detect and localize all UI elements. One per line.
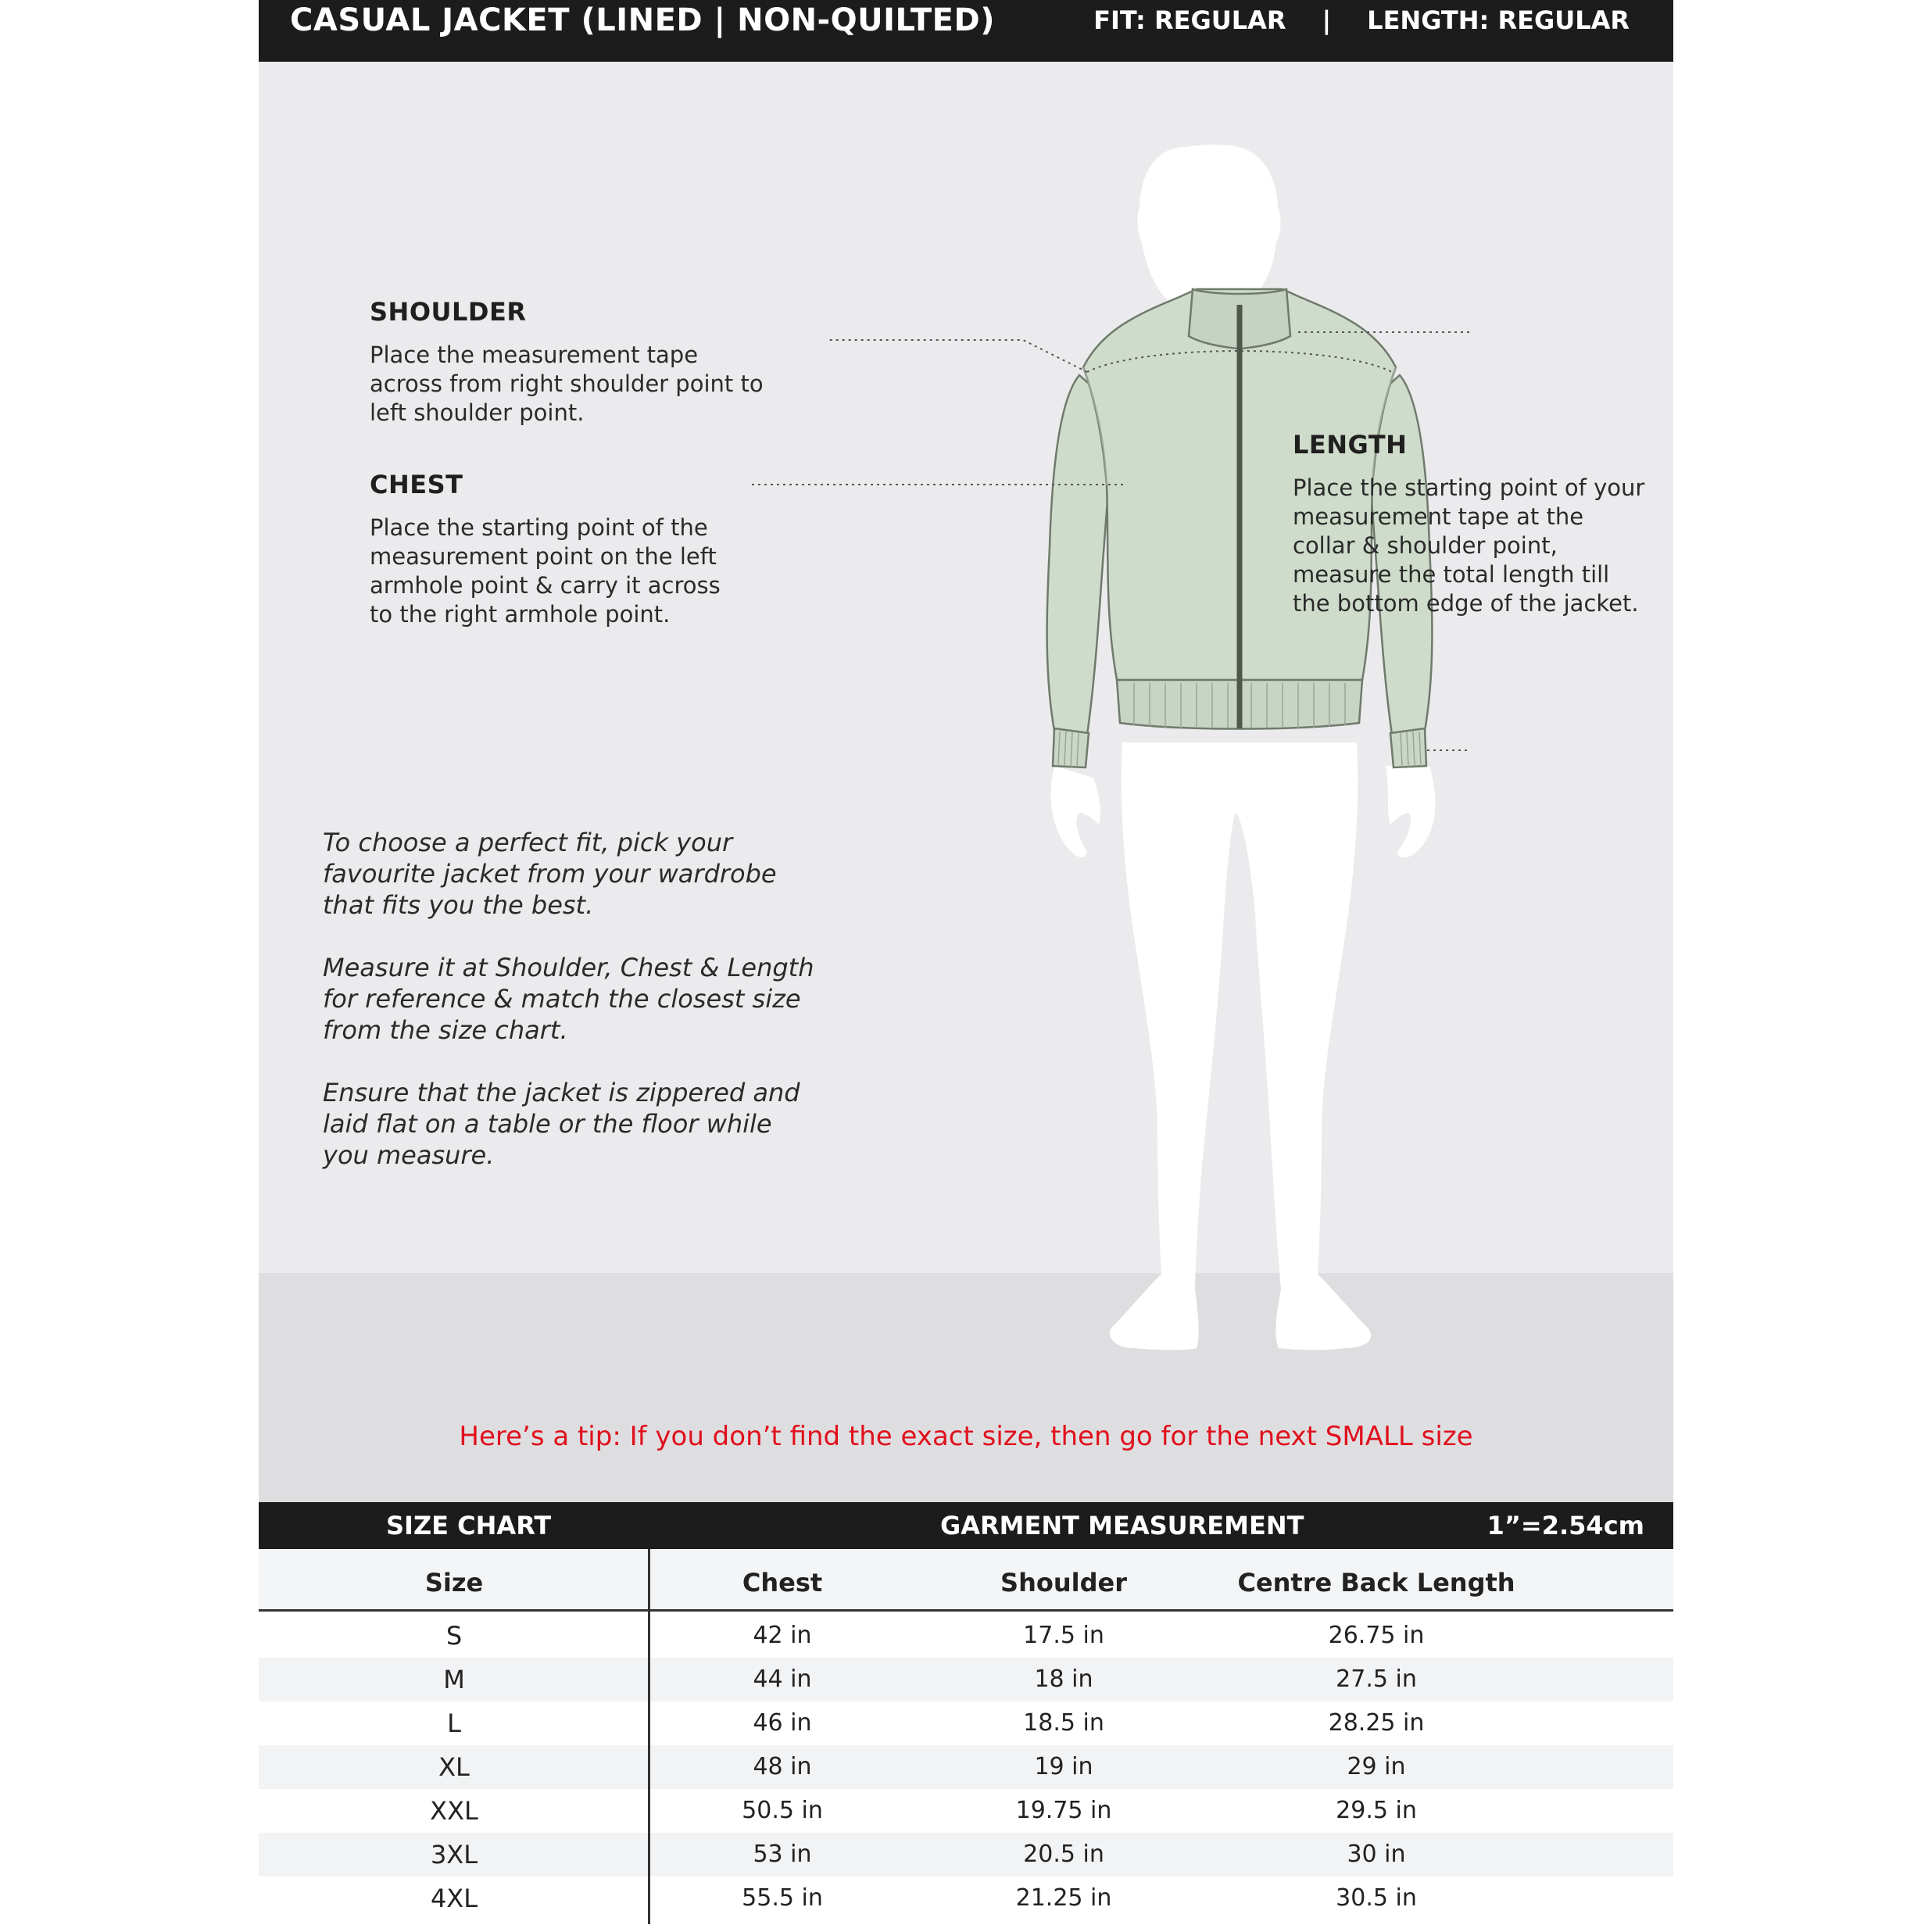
column-header: Chest bbox=[742, 1568, 823, 1597]
measurement-cell: 17.5 in bbox=[1023, 1622, 1104, 1649]
table-row bbox=[259, 1833, 1673, 1877]
length-guide bbox=[1293, 430, 1652, 618]
size-chart-header bbox=[259, 1502, 1673, 1549]
measurement-cell: 28.25 in bbox=[1328, 1709, 1425, 1737]
shoulder-text: Place the measurement tape across from right shoulder point to left shoulder point. bbox=[370, 342, 764, 426]
size-cell: XL bbox=[438, 1752, 470, 1782]
length-label: LENGTH: REGULAR bbox=[1367, 5, 1630, 35]
shoulder-heading: SHOULDER bbox=[370, 297, 527, 327]
table-row bbox=[259, 1614, 1673, 1658]
measurement-cell: 18 in bbox=[1034, 1665, 1093, 1693]
length-heading: LENGTH bbox=[1293, 430, 1408, 460]
fit-info bbox=[1093, 0, 1630, 41]
measurement-cell: 30.5 in bbox=[1336, 1884, 1417, 1912]
size-table bbox=[259, 1549, 1673, 1932]
column-header: Centre Back Length bbox=[1237, 1568, 1515, 1597]
column-header: Size bbox=[424, 1568, 484, 1597]
measurement-cell: 19 in bbox=[1034, 1753, 1093, 1780]
measurement-cell: 21.25 in bbox=[1015, 1884, 1112, 1912]
table-row bbox=[259, 1789, 1673, 1833]
instruction-paragraph: To choose a perfect fit, pick your favourite jacket from your wardrobe that fits you the best. bbox=[323, 828, 777, 920]
chest-guide bbox=[370, 470, 737, 629]
fit-instructions bbox=[323, 827, 823, 1202]
measurement-cell: 44 in bbox=[753, 1665, 812, 1693]
fit-separator: | bbox=[1322, 5, 1332, 35]
table-row bbox=[259, 1745, 1673, 1789]
measurement-cell: 42 in bbox=[753, 1622, 812, 1649]
size-cell: L bbox=[447, 1708, 461, 1738]
fit-label: FIT: REGULAR bbox=[1093, 5, 1286, 35]
length-text: Place the starting point of your measurement tape at the collar & shoulder point, measure the total length till the bottom edge of the jacket. bbox=[1293, 474, 1645, 617]
measurement-cell: 18.5 in bbox=[1023, 1709, 1104, 1737]
column-divider bbox=[648, 1549, 650, 1924]
mannequin-illustration bbox=[751, 141, 1470, 1368]
size-cell: M bbox=[443, 1665, 465, 1694]
measurement-cell: 29 in bbox=[1347, 1753, 1406, 1780]
instruction-paragraph: Ensure that the jacket is zippered and laid flat on a table or the floor while you measure. bbox=[323, 1078, 800, 1170]
measurement-cell: 20.5 in bbox=[1023, 1841, 1104, 1868]
shoulder-guide bbox=[370, 297, 776, 428]
table-header-row bbox=[259, 1549, 1673, 1612]
garment-measurement-label: GARMENT MEASUREMENT bbox=[940, 1511, 1304, 1540]
size-cell: XXL bbox=[430, 1796, 478, 1826]
measurement-cell: 50.5 in bbox=[742, 1797, 823, 1824]
table-row bbox=[259, 1658, 1673, 1701]
size-cell: S bbox=[445, 1621, 463, 1651]
table-row bbox=[259, 1701, 1673, 1745]
measurement-cell: 19.75 in bbox=[1015, 1797, 1112, 1824]
column-header: Shoulder bbox=[1000, 1568, 1127, 1597]
size-chart-label: SIZE CHART bbox=[386, 1511, 552, 1540]
size-cell: 4XL bbox=[430, 1884, 478, 1913]
size-tip: Here’s a tip: If you don’t find the exact size, then go for the next SMALL size bbox=[459, 1421, 1473, 1452]
unit-conversion: 1”=2.54cm bbox=[1487, 1511, 1644, 1540]
table-row bbox=[259, 1877, 1673, 1920]
measurement-cell: 26.75 in bbox=[1328, 1622, 1425, 1649]
product-title: CASUAL JACKET (LINED | NON-QUILTED) bbox=[290, 2, 995, 38]
measurement-cell: 53 in bbox=[753, 1841, 812, 1868]
measurement-cell: 29.5 in bbox=[1336, 1797, 1417, 1824]
size-cell: 3XL bbox=[430, 1840, 478, 1869]
size-guide-sheet bbox=[259, 0, 1673, 1932]
measurement-cell: 27.5 in bbox=[1336, 1665, 1417, 1693]
chest-heading: CHEST bbox=[370, 470, 463, 499]
measurement-cell: 55.5 in bbox=[742, 1884, 823, 1912]
chest-text: Place the starting point of the measurement point on the left armhole point & carry it across to the right armhole point. bbox=[370, 514, 721, 628]
measurement-cell: 48 in bbox=[753, 1753, 812, 1780]
title-bar bbox=[259, 0, 1673, 62]
measurement-cell: 46 in bbox=[753, 1709, 812, 1737]
instruction-paragraph: Measure it at Shoulder, Chest & Length for reference & match the closest size from the size chart. bbox=[323, 953, 814, 1045]
measurement-cell: 30 in bbox=[1347, 1841, 1406, 1868]
